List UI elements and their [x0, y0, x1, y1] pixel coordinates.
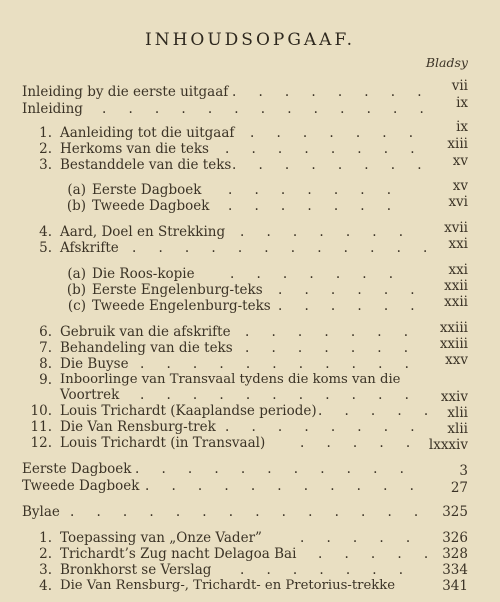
toc-entry-number: 7. [39, 340, 52, 356]
toc-entry [0, 460, 500, 478]
leader-dots: . . . . . . . . . . . [140, 356, 410, 372]
leader-dots: . . . . . . . [250, 125, 415, 141]
leader-dots: . . . . . . . [240, 224, 405, 240]
leader-dots: . . . . . . . [228, 182, 393, 198]
leader-dots: . . . . . . . . [232, 84, 423, 100]
toc-entry-number: 10. [30, 403, 52, 419]
toc-entry [0, 153, 500, 174]
toc-entry-text: Afskrifte [60, 240, 119, 256]
toc-entry-text: Inleiding by die eerste uitgaaf [22, 84, 229, 100]
toc-entry-text: Bylae [22, 504, 60, 520]
toc-entry [0, 194, 500, 215]
toc-entry-text: Die Roos-kopie [92, 266, 195, 282]
toc-entry [0, 477, 500, 495]
toc-entry-text: Herkoms van die teks [60, 141, 209, 157]
toc-entry-page: 27 [450, 480, 468, 496]
toc-entry-number: 8. [39, 356, 52, 372]
toc-entry-text: Tweede Dagboek [22, 478, 140, 494]
toc-entry-page: 326 [442, 530, 468, 546]
toc-entry-page: xlii [447, 405, 468, 421]
toc-entry-page: xxiii [439, 320, 468, 336]
leader-dots: . . . . . . . . . . . . . [102, 101, 425, 117]
leader-dots: . . . . . . . [245, 324, 410, 340]
toc-entry [0, 294, 500, 315]
toc-entry-number: 5. [39, 240, 52, 256]
toc-entry-page: xxiii [439, 336, 468, 352]
toc-entry-number: 4. [39, 578, 52, 594]
toc-entry-text: Bestanddele van die teks [60, 157, 232, 173]
toc-entry-number: 2. [39, 546, 52, 562]
leader-dots: . . . . . . . [245, 340, 410, 356]
toc-entry-number: 3. [39, 157, 52, 173]
toc-entry-page: xxi [448, 262, 468, 278]
toc-entry [0, 236, 500, 257]
toc-entry-text: Tweede Engelenburg-teks [92, 298, 271, 314]
leader-dots: . . . . . . . [230, 266, 395, 282]
toc-entry-text: Tweede Dagboek [92, 198, 210, 214]
toc-entry-text: Eerste Dagboek [22, 461, 132, 477]
toc-entry-page: xv [452, 178, 468, 194]
toc-entry-page: xvi [448, 194, 468, 210]
toc-entry-page: xxii [444, 278, 468, 294]
toc-entry [0, 503, 500, 521]
toc-entry-number: 9. [39, 372, 52, 388]
toc-entry-page: ix [456, 119, 468, 135]
toc-entry-page: xv [452, 153, 468, 169]
toc-entry [0, 434, 500, 452]
toc-entry-text: Eerste Dagboek [92, 182, 202, 198]
toc-entry-number: 1. [39, 530, 52, 546]
toc-entry-number: (b) [66, 198, 86, 214]
leader-dots: . . . . . . . . . . . [145, 478, 415, 494]
toc-entry-page: 325 [442, 504, 468, 520]
toc-entry-text: Die Van Rensburg-, Trichardt- en Pretorius-trekke [60, 578, 396, 593]
toc-entry-text: Gebruik van die afskrifte [60, 324, 231, 340]
page-column-header: Bladsy [425, 55, 468, 70]
toc-entry-page: 328 [442, 546, 468, 562]
toc-entry-page: 341 [442, 578, 468, 594]
toc-entry-text: Louis Trichardt (Kaaplandse periode) [60, 403, 317, 419]
toc-entry-number: 12. [30, 435, 52, 451]
toc-entry-page: xvii [444, 220, 468, 236]
toc-entry-text: Die Van Rensburg-trek [60, 419, 216, 435]
toc-entry-number: (a) [67, 182, 86, 198]
toc-entry-number: 3. [39, 562, 52, 578]
toc-entry-page: vii [451, 78, 468, 94]
toc-entry-page: xxiv [440, 389, 468, 405]
leader-dots: . . . . . . . . [232, 157, 423, 173]
leader-dots: . . . . . . . [228, 198, 393, 214]
leader-dots: . . . . . [300, 435, 412, 451]
toc-entry-number: 6. [39, 324, 52, 340]
toc-entry [0, 577, 500, 595]
toc-entry-page: xlii [447, 421, 468, 437]
leader-dots: . . . . . . . . [225, 141, 416, 157]
toc-entry [0, 78, 500, 101]
leader-dots: . . . . . [318, 546, 430, 562]
toc-entry-page: xxi [448, 236, 468, 252]
leader-dots: . . . . . . . . . . . [140, 387, 410, 403]
toc-entry-text: Inboorlinge van Transvaal tydens die koms van die [60, 372, 401, 387]
toc-entry-number: 11. [30, 419, 52, 435]
toc-entry-text: Aanleiding tot die uitgaaf [60, 125, 235, 141]
toc-entry-page: xiii [447, 136, 468, 152]
toc-entry-page: 334 [442, 562, 468, 578]
toc-entry-number: (b) [66, 282, 86, 298]
toc-entry-page: 3 [459, 463, 468, 479]
toc-entry-number: 4. [39, 224, 52, 240]
toc-entry-text: Toepassing van „Onze Vader” [60, 530, 262, 546]
leader-dots: . . . . . . [278, 298, 416, 314]
leader-dots: . . . . . . . . . . . . . . [70, 504, 420, 520]
toc-entry-number: (a) [67, 266, 86, 282]
toc-entry-number: 1. [39, 125, 52, 141]
toc-entry-text: Voortrek [60, 387, 120, 403]
toc-entry-page: xxv [445, 352, 468, 368]
toc-entry-text: Eerste Engelenburg-teks [92, 282, 263, 298]
toc-entry-page: ix [456, 95, 468, 111]
leader-dots: . . . . . . . . . . . . [132, 240, 429, 256]
toc-entry [0, 95, 500, 118]
toc-entry-text: Bronkhorst se Verslag [60, 562, 212, 578]
leader-dots: . . . . . [300, 530, 412, 546]
toc-entry-number: (c) [67, 298, 86, 314]
leader-dots: . . . . . . . . . . . [135, 461, 405, 477]
toc-entry-page: lxxxiv [428, 437, 468, 453]
toc-entry-text: Inleiding [22, 101, 83, 117]
toc-entry-page: xxii [444, 294, 468, 310]
leader-dots: . . . . . [318, 403, 430, 419]
leader-dots: . . . . . . . [240, 562, 405, 578]
leader-dots: . . . . . . [278, 282, 416, 298]
toc-entry-text: Trichardt’s Zug nacht Delagoa Bai [60, 546, 297, 562]
toc-entry-text: Die Buyse [60, 356, 129, 372]
toc-entry-text: Louis Trichardt (in Transvaal) [60, 435, 266, 451]
leader-dots: . . . . . . . . [225, 419, 416, 435]
page-title: INHOUDSOPGAAF. [144, 30, 356, 50]
toc-entry-number: 2. [39, 141, 52, 157]
toc-entry-text: Behandeling van die teks [60, 340, 233, 356]
toc-entry-text: Aard, Doel en Strekking [60, 224, 226, 240]
